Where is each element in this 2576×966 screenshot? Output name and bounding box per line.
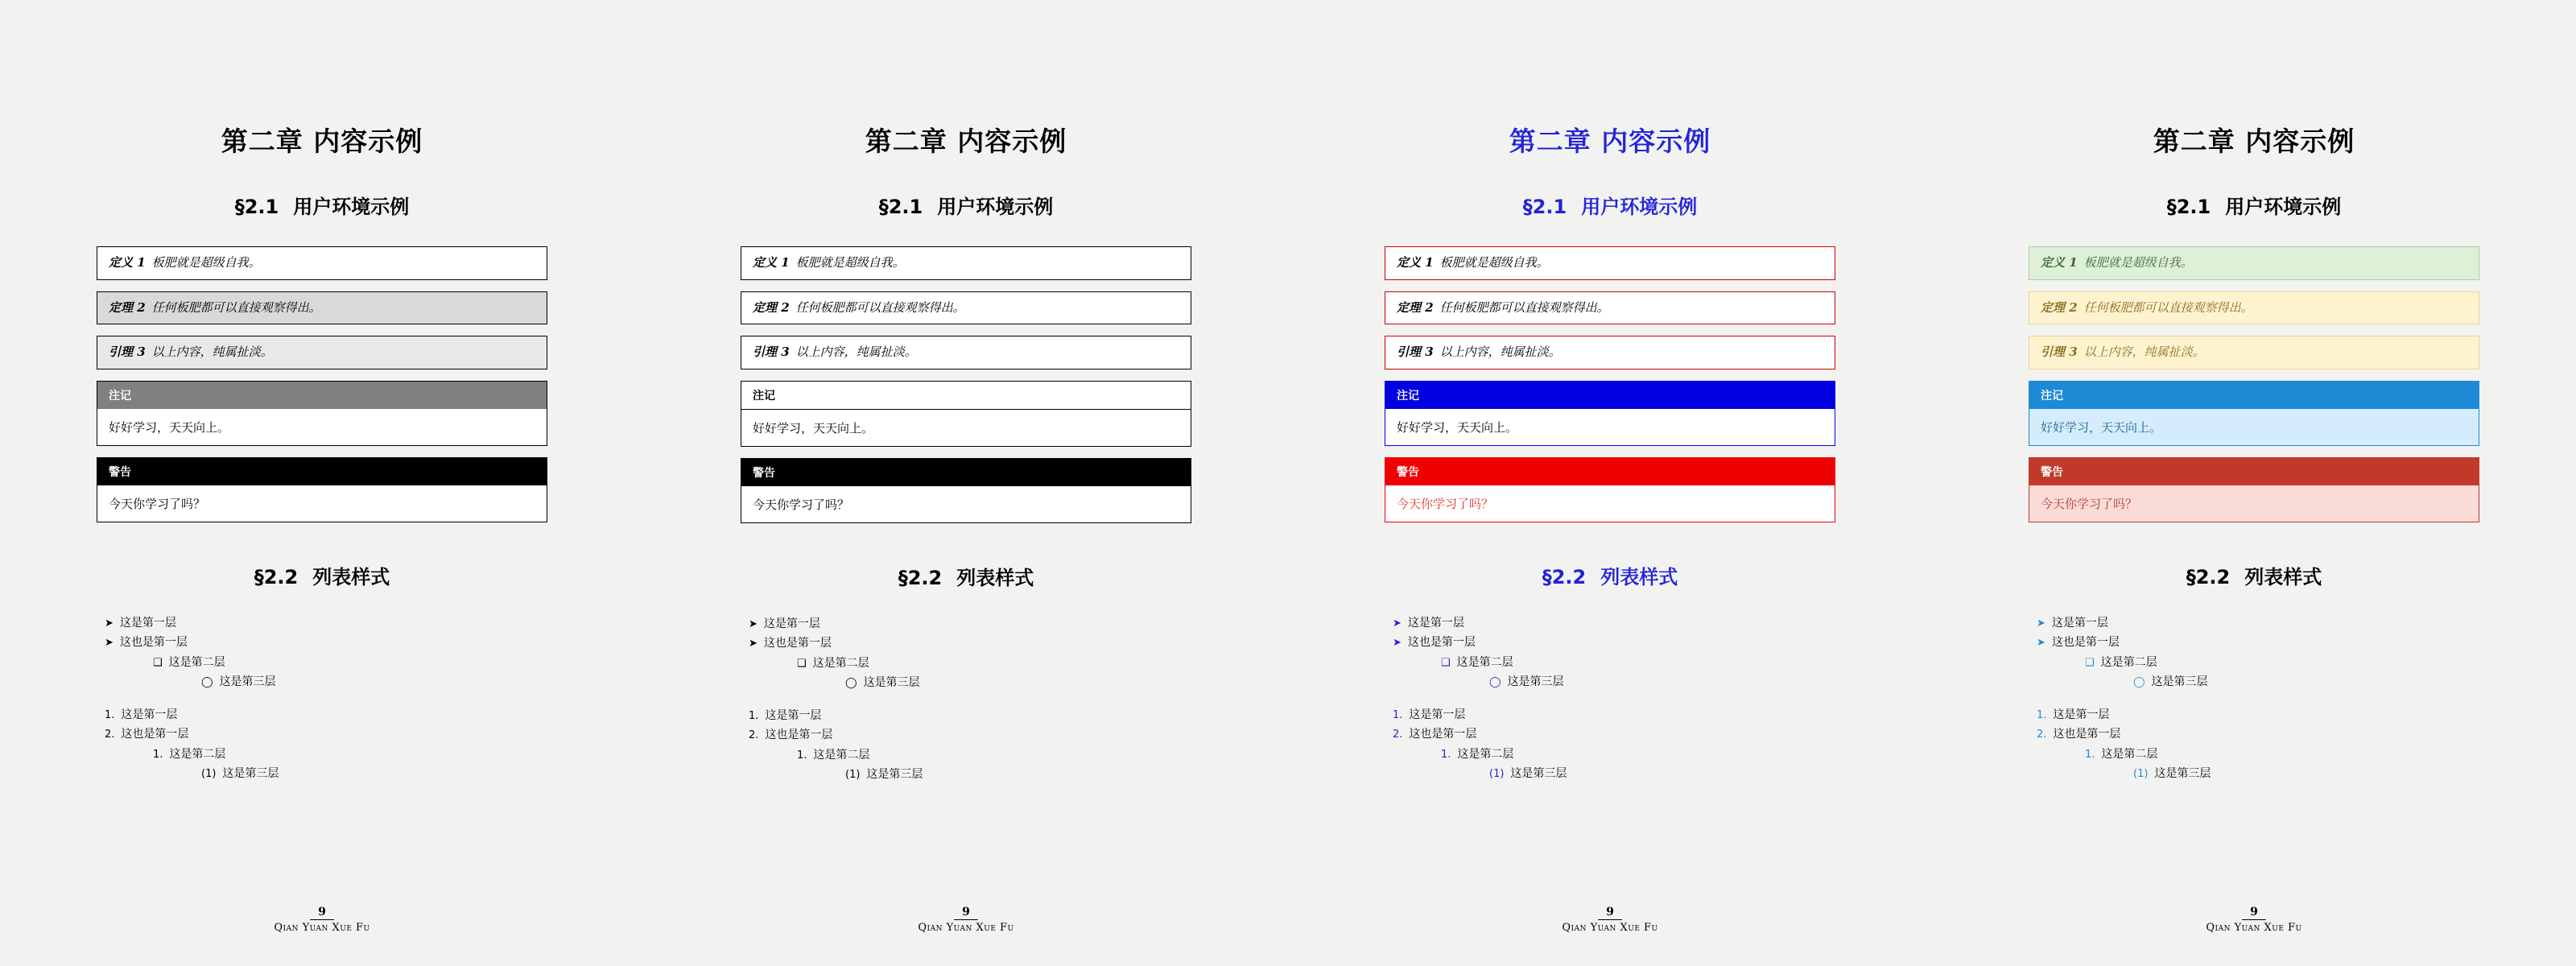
block-title: 注记 (2029, 382, 2479, 409)
list-marker: 2. (2037, 729, 2047, 741)
list-item (845, 676, 1191, 691)
section-number: §2.1 (2166, 196, 2211, 218)
list-item (2133, 767, 2479, 782)
list-marker: (1) (845, 769, 861, 781)
list-spacer (741, 696, 1191, 709)
page-footer (0, 903, 644, 934)
list-marker: ➤ (105, 637, 114, 649)
list-marker: ➤ (2037, 617, 2046, 630)
section-number: §2.2 (898, 566, 943, 589)
theorem-box-body: 以上内容，纯属扯淡。 (1439, 345, 1561, 359)
list-item-label: 这是第三层 (1510, 767, 1567, 780)
list-marker: 1. (1393, 708, 1403, 721)
list-item-label: 这是第一层 (121, 708, 178, 721)
list-item-label: 这是第三层 (2154, 767, 2211, 780)
theorem-box-body: 板肥就是超级自我。 (151, 255, 261, 270)
block-title: 注记 (741, 382, 1191, 410)
section-heading-2-1 (2029, 191, 2479, 219)
warning-block (2029, 457, 2479, 522)
list-item (797, 657, 1191, 671)
list-item (2133, 675, 2479, 690)
theorem-box-head: 引理 3 (753, 345, 790, 359)
section-number: §2.1 (1522, 196, 1567, 218)
theorem-box-body: 任何板肥都可以直接观察得出。 (2083, 299, 2253, 315)
list-item-label: 这是第二层 (1456, 655, 1513, 669)
theorem-box-body: 任何板肥都可以直接观察得出。 (151, 299, 321, 315)
page-footer (1932, 903, 2576, 934)
block-body: 今天你学习了吗？ (1385, 485, 1835, 522)
theorem-box-body: 以上内容，纯属扯淡。 (151, 345, 273, 359)
list-item-label: 这是第二层 (169, 747, 226, 761)
page-variant-soft-color (1932, 121, 2576, 966)
section-number: §2.1 (234, 196, 279, 218)
block-body: 今天你学习了吗？ (97, 485, 547, 522)
list-item-label: 这是第一层 (1407, 616, 1464, 630)
list-item-label: 这是第一层 (2053, 708, 2110, 721)
page-number: 9 (310, 906, 334, 920)
list-marker: 1. (1441, 748, 1451, 761)
list-marker: ➤ (1393, 637, 1402, 649)
list-item (1393, 636, 1835, 650)
section-label: 列表样式 (2244, 565, 2322, 588)
list-item-label: 这是第二层 (813, 748, 870, 762)
block-title: 警告 (1385, 458, 1835, 485)
theorem-box-body: 板肥就是超级自我。 (1439, 255, 1549, 270)
list-item-label: 这是第一层 (119, 616, 176, 630)
warning-block (741, 458, 1191, 523)
theorem-box-body: 板肥就是超级自我。 (2083, 255, 2193, 270)
theorem-box (2029, 246, 2479, 280)
section-heading-2-1 (97, 191, 547, 219)
block-body: 好好学习，天天向上。 (2029, 409, 2479, 445)
section-heading-2-2 (741, 562, 1191, 590)
warning-block (97, 457, 547, 522)
list-item (749, 709, 1191, 724)
list-item-label: 这是第一层 (2051, 616, 2108, 630)
theorem-box-head: 定义 1 (2041, 255, 2078, 270)
list-marker: ➤ (1393, 617, 1402, 630)
list-item (153, 748, 547, 762)
list-item-label: 这是第一层 (765, 708, 822, 722)
theorem-box (97, 246, 547, 280)
list-item-label: 这是第二层 (2101, 747, 2158, 761)
theorem-box-body: 以上内容，纯属扯淡。 (2083, 345, 2205, 359)
theorem-box-head: 定义 1 (109, 255, 146, 270)
list-item (105, 708, 547, 723)
list-item-label: 这是第二层 (2100, 655, 2157, 669)
list-item (749, 637, 1191, 651)
list-item (2037, 617, 2479, 631)
list-item (1393, 728, 1835, 742)
list-marker: 1. (153, 748, 163, 761)
list-item-label: 这也是第一层 (119, 636, 188, 649)
block-body: 今天你学习了吗？ (2029, 485, 2479, 522)
theorem-box (2029, 336, 2479, 369)
list-item-label: 这是第三层 (866, 768, 923, 781)
page-variant-grayscale (0, 121, 644, 966)
list-samples (1385, 617, 1835, 782)
list-marker: 2. (749, 729, 759, 741)
list-spacer (1385, 696, 1835, 708)
theorem-box-body: 板肥就是超级自我。 (795, 255, 905, 270)
list-item-label: 这是第一层 (763, 617, 820, 630)
theorem-box (1385, 291, 1835, 325)
section-label: 用户环境示例 (937, 196, 1054, 218)
list-item (749, 729, 1191, 743)
theorem-box-head: 定理 2 (1397, 299, 1434, 315)
theorem-box (741, 336, 1191, 369)
list-item (749, 617, 1191, 632)
list-marker: 1. (749, 709, 759, 722)
theorem-box-head: 引理 3 (109, 345, 146, 359)
block-title: 警告 (2029, 458, 2479, 485)
remark-block (2029, 381, 2479, 446)
list-marker: 1. (797, 749, 807, 762)
list-item-label: 这也是第一层 (1407, 636, 1476, 649)
section-number: §2.1 (878, 196, 923, 218)
list-marker: ➤ (749, 617, 758, 630)
section-heading-2-2 (1385, 561, 1835, 589)
list-item-label: 这也是第一层 (2053, 728, 2121, 741)
list-item (105, 617, 547, 631)
theorem-box (97, 291, 547, 325)
footer-author: Qian Yuan Xue Fu (274, 922, 370, 934)
footer-author: Qian Yuan Xue Fu (1562, 922, 1658, 934)
list-item (1441, 656, 1835, 671)
section-label: 列表样式 (1600, 565, 1678, 588)
list-item (153, 656, 547, 671)
list-item (201, 675, 547, 690)
list-item-label: 这是第一层 (1409, 708, 1466, 721)
list-marker: (1) (201, 768, 217, 780)
section-label: 列表样式 (956, 566, 1034, 589)
remark-block (1385, 381, 1835, 446)
list-item (1489, 675, 1835, 690)
list-samples (741, 617, 1191, 782)
list-item-label: 这是第二层 (168, 655, 225, 669)
list-marker: ◯ (2133, 676, 2145, 688)
theorem-box (2029, 291, 2479, 325)
theorem-box-body: 以上内容，纯属扯淡。 (795, 345, 917, 359)
theorem-box-head: 引理 3 (1397, 345, 1434, 359)
section-label: 用户环境示例 (1581, 196, 1698, 218)
list-samples (97, 617, 547, 782)
footer-author: Qian Yuan Xue Fu (918, 922, 1014, 934)
theorem-box (741, 246, 1191, 280)
list-marker: 1. (105, 708, 115, 721)
list-item (105, 728, 547, 742)
page-number: 9 (1598, 906, 1622, 920)
list-item-label: 这也是第一层 (1409, 728, 1477, 741)
list-marker: ➤ (749, 638, 758, 650)
block-body: 好好学习，天天向上。 (97, 409, 547, 445)
theorem-box-head: 定理 2 (109, 299, 146, 315)
page-title: 第二章 内容示例 (2153, 126, 2355, 157)
list-item (1393, 617, 1835, 631)
list-marker: ◯ (1489, 676, 1501, 688)
list-item-label: 这是第二层 (812, 656, 869, 670)
list-item (797, 749, 1191, 763)
page-variant-plain-white (644, 121, 1288, 966)
list-item (2037, 728, 2479, 742)
section-heading-2-1 (741, 191, 1191, 219)
remark-block (97, 381, 547, 446)
theorem-box-head: 定义 1 (753, 255, 790, 270)
block-body: 今天你学习了吗？ (741, 486, 1191, 522)
list-item-label: 这是第二层 (1457, 747, 1514, 761)
list-marker: ➤ (2037, 637, 2046, 649)
page-title: 第二章 内容示例 (221, 126, 423, 157)
list-item (1441, 748, 1835, 762)
block-title: 注记 (97, 382, 547, 409)
list-item-label: 这是第三层 (222, 767, 279, 780)
section-heading-2-2 (2029, 561, 2479, 589)
list-item (201, 767, 547, 782)
section-heading-2-1 (1385, 191, 1835, 219)
list-marker: 2. (1393, 729, 1403, 741)
page-title: 第二章 内容示例 (865, 126, 1067, 157)
list-spacer (97, 696, 547, 708)
list-item-label: 这是第三层 (863, 676, 920, 689)
theorem-box (1385, 246, 1835, 280)
footer-author: Qian Yuan Xue Fu (2206, 922, 2302, 934)
list-item-label: 这是第三层 (2151, 675, 2208, 688)
block-title: 警告 (97, 458, 547, 485)
block-title: 警告 (741, 459, 1191, 486)
list-item-label: 这也是第一层 (2051, 636, 2120, 649)
theorem-box-head: 引理 3 (2041, 345, 2078, 359)
theorem-box-head: 定理 2 (753, 299, 790, 315)
list-marker: (1) (1489, 768, 1505, 780)
list-item-label: 这也是第一层 (121, 728, 189, 741)
section-label: 用户环境示例 (293, 196, 410, 218)
list-item-label: 这也是第一层 (765, 729, 833, 741)
list-item (1489, 767, 1835, 782)
section-number: §2.2 (254, 565, 299, 588)
section-heading-2-2 (97, 561, 547, 589)
section-number: §2.2 (2186, 565, 2231, 588)
list-item-label: 这也是第一层 (763, 637, 832, 650)
theorem-box-head: 定理 2 (2041, 299, 2078, 315)
section-label: 列表样式 (312, 565, 390, 588)
warning-block (1385, 457, 1835, 522)
block-body: 好好学习，天天向上。 (741, 410, 1191, 446)
list-marker: ❑ (797, 657, 807, 670)
page-title: 第二章 内容示例 (1509, 126, 1711, 157)
list-item-label: 这是第三层 (219, 675, 276, 688)
list-item (2037, 708, 2479, 723)
list-item (2037, 636, 2479, 650)
list-spacer (2029, 696, 2479, 708)
list-marker: ❑ (2085, 656, 2095, 669)
block-body: 好好学习，天天向上。 (1385, 409, 1835, 445)
list-marker: ◯ (845, 677, 857, 689)
list-item-label: 这是第三层 (1507, 675, 1564, 688)
section-label: 用户环境示例 (2225, 196, 2342, 218)
list-marker: (1) (2133, 768, 2149, 780)
list-marker: 2. (105, 729, 115, 741)
theorem-box-body: 任何板肥都可以直接观察得出。 (795, 299, 965, 315)
theorem-box-body: 任何板肥都可以直接观察得出。 (1439, 299, 1609, 315)
list-marker: 1. (2085, 748, 2095, 761)
remark-block (741, 381, 1191, 447)
list-item (2085, 656, 2479, 671)
list-marker: ➤ (105, 617, 114, 630)
list-marker: 1. (2037, 708, 2047, 721)
page-number: 9 (2242, 906, 2266, 920)
list-item (105, 636, 547, 650)
page-footer (644, 903, 1288, 934)
list-item (1393, 708, 1835, 723)
list-marker: ◯ (201, 676, 213, 688)
page-variant-primary-color (1288, 121, 1932, 966)
block-title: 注记 (1385, 382, 1835, 409)
theorem-box-head: 定义 1 (1397, 255, 1434, 270)
list-samples (2029, 617, 2479, 782)
page-number: 9 (954, 906, 978, 920)
section-number: §2.2 (1542, 565, 1587, 588)
list-marker: ❑ (153, 656, 163, 669)
list-marker: ❑ (1441, 656, 1451, 669)
theorem-box (1385, 336, 1835, 369)
theorem-box (741, 291, 1191, 325)
list-item (845, 768, 1191, 782)
list-item (2085, 748, 2479, 762)
page-footer (1288, 903, 1932, 934)
theorem-box (97, 336, 547, 369)
